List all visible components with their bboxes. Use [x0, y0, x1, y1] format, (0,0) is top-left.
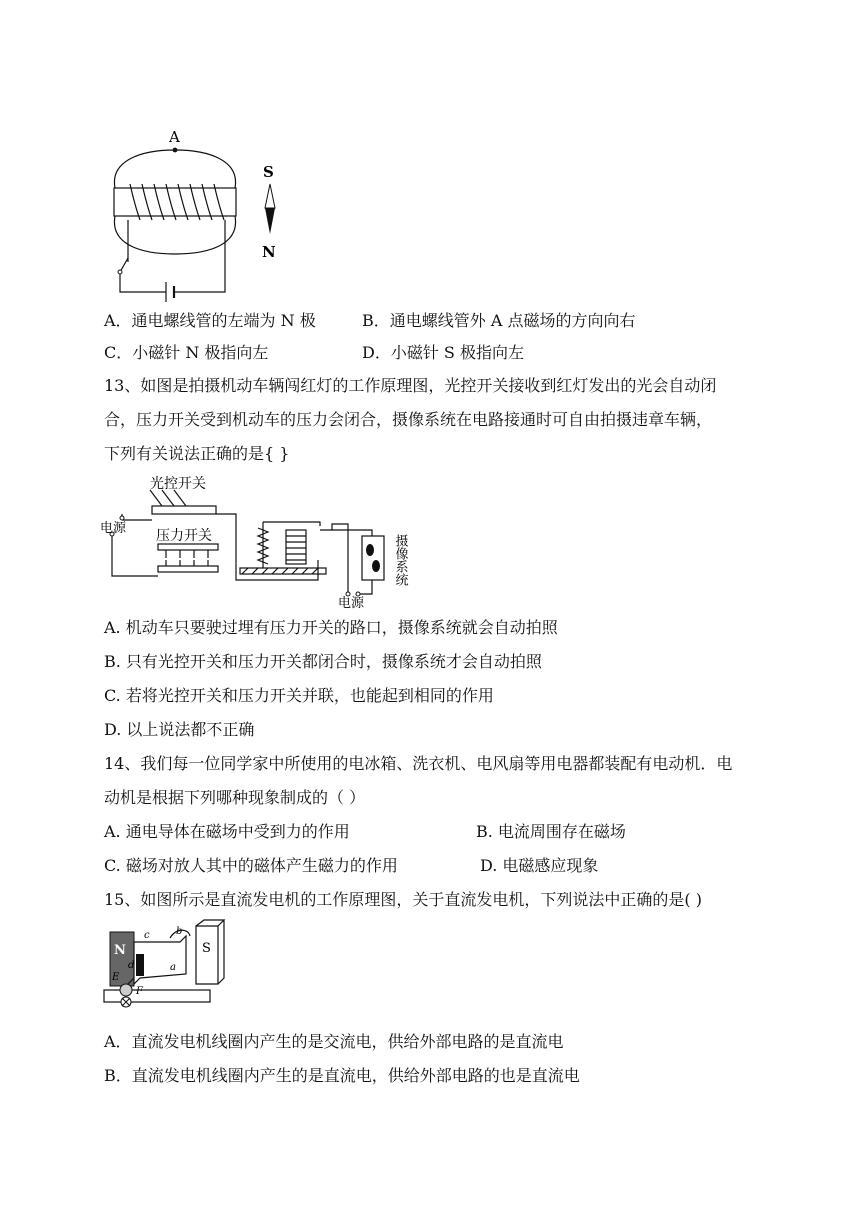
needle-n-label: N: [262, 243, 276, 261]
label-c: c: [144, 930, 150, 941]
label-d: d: [128, 960, 135, 971]
pressure-switch-contacts: [166, 550, 208, 566]
point-a-dot: [173, 148, 178, 153]
q12-option-b[interactable]: B．通电螺线管外 A 点磁场的方向向右: [362, 311, 636, 330]
coil-turns: [286, 536, 306, 560]
label-f: F: [136, 986, 143, 997]
q13-stem-line-1: 13、如图是拍摄机动车辆闯红灯的工作原理图，光控开关接收到红灯发出的光会自动闭: [104, 376, 717, 395]
commutator: [120, 984, 132, 996]
q13-option-a[interactable]: A. 机动车只要驶过埋有压力开关的路口，摄像系统就会自动拍照: [104, 618, 558, 637]
label-b: b: [176, 926, 183, 937]
power-left-label: 电源: [100, 521, 127, 536]
circuit-wire-main: [112, 514, 318, 580]
light-arrow-1: [150, 490, 162, 506]
light-arrow-3: [174, 490, 186, 506]
n-pole-label: N: [114, 943, 126, 958]
base-hatch: [242, 568, 318, 574]
pressure-switch-label: 压力开关: [156, 528, 212, 544]
light-switch-label: 光控开关: [150, 476, 206, 492]
solenoid-coil: [130, 184, 224, 220]
q15-stem: 15、如图所示是直流发电机的工作原理图，关于直流发电机，下列说法中正确的是( ): [104, 890, 702, 909]
q14-option-d[interactable]: D. 电磁感应现象: [480, 856, 599, 875]
q14-option-a[interactable]: A. 通电导体在磁场中受到力的作用: [104, 822, 350, 841]
camera-label: 摄像系统: [392, 534, 408, 586]
q14-option-c[interactable]: C. 磁场对放人其中的磁体产生磁力的作用: [104, 856, 398, 875]
power-left-terminal-top: [120, 516, 124, 520]
q13-option-d[interactable]: D. 以上说法都不正确: [104, 720, 255, 739]
armature: [263, 522, 320, 568]
q15-option-b[interactable]: B．直流发电机线圈内产生的是直流电，供给外部电路的也是直流电: [104, 1066, 580, 1085]
q13-option-c[interactable]: C. 若将光控开关和压力开关并联，也能起到相同的作用: [104, 686, 494, 705]
circuit-wire: [120, 220, 225, 292]
q12-option-a[interactable]: A．通电螺线管的左端为 N 极: [104, 311, 316, 330]
camera-lens-2: [372, 560, 380, 572]
compass-needle-s: [265, 184, 275, 208]
point-a-label: A: [169, 128, 180, 146]
camera-box: [362, 536, 384, 580]
light-switch-body: [152, 506, 216, 514]
q14-stem-line-1: 14、我们每一位同学家中所使用的电冰箱、洗衣机、电风扇等用电器都装配有电动机．电: [104, 754, 733, 773]
q13-stem-line-2: 合，压力开关受到机动车的压力会闭合，摄像系统在电路接通时可自由拍摄违章车辆，: [104, 410, 713, 429]
s-pole-label: S: [202, 941, 211, 956]
compass-needle-n: [265, 208, 275, 234]
power-bottom-label: 电源: [338, 596, 365, 610]
label-a: a: [170, 962, 176, 973]
q13-option-b[interactable]: B. 只有光控开关和压力开关都闭合时，摄像系统才会自动拍照: [104, 652, 542, 671]
switch-pivot: [118, 270, 122, 274]
q12-option-d[interactable]: D．小磁针 S 极指向左: [362, 343, 524, 362]
q14-option-b[interactable]: B. 电流周围存在磁场: [476, 822, 626, 841]
camera-lens-1: [366, 544, 374, 556]
field-line-top: [114, 150, 235, 188]
light-arrow-2: [162, 490, 174, 506]
q13-stem-line-3: 下列有关说法正确的是{ }: [104, 444, 290, 463]
label-e: E: [112, 972, 120, 983]
q15-option-a[interactable]: A．直流发电机线圈内产生的是交流电，供给外部电路的是直流电: [104, 1032, 564, 1051]
coil-side-dark: [136, 954, 144, 976]
relay-contacts: [320, 524, 348, 546]
pressure-switch-bottom: [158, 566, 218, 572]
q12-option-c[interactable]: C．小磁针 N 极指向左: [104, 343, 269, 362]
q13-circuit-figure: [100, 472, 440, 610]
electromagnet-coil: [286, 530, 306, 564]
camera-wire: [332, 530, 372, 594]
field-line-bottom: [114, 216, 235, 254]
q15-generator-figure: [100, 918, 230, 1010]
q14-stem-line-2: 动机是根据下列哪种现象制成的（ ）: [104, 788, 366, 807]
q12-solenoid-figure: [100, 126, 290, 302]
pressure-switch-top: [158, 544, 218, 550]
needle-s-label: S: [263, 163, 274, 181]
